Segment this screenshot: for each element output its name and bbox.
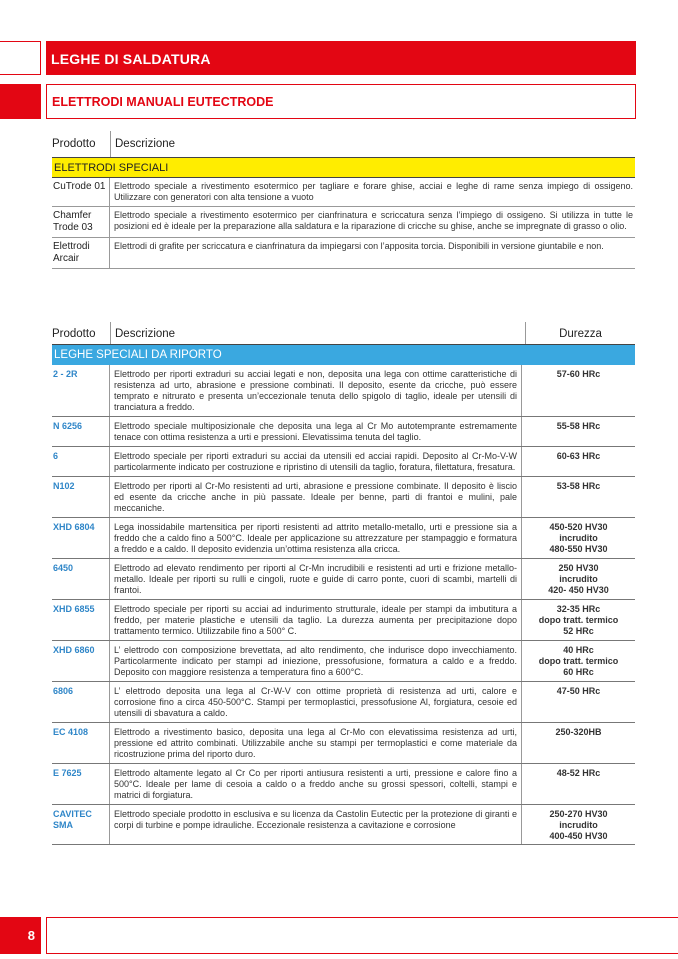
table-header	[52, 131, 635, 157]
table-header	[52, 322, 635, 344]
table-row	[52, 518, 635, 559]
product-description: Elettrodo speciale a rivestimento esotermico per tagliare e forare ghise, acciai e leghe di rame senza impiego di ossigeno. Utilizzare con generatori con alta tensione a vuoto	[114, 181, 633, 202]
section-title: LEGHE DI SALDATURA	[46, 41, 636, 75]
table-row	[52, 178, 635, 207]
product-description: Elettrodo speciale multiposizionale che deposita una lega al Cr Mo autotemprante estremamente tenace con ottima resistenza a urti e pressioni. Elevatissima tenuta del taglio.	[110, 417, 522, 446]
product-description: Elettrodo altamente legato al Cr Co per riporti antiusura resistenti a urti, pressione e calore fino a 500°C. Ideale per lame di cesoia a caldo o a freddo anche su grossi spessori, coltelli, stampi e matrici di forgiatura.	[110, 764, 522, 804]
header-prodotto: Prodotto	[52, 322, 111, 344]
table-row	[52, 805, 635, 845]
header-descrizione: Descrizione	[115, 138, 176, 150]
product-hardness: 48-52 HRc	[556, 768, 601, 778]
table-body	[52, 178, 635, 269]
category-row: ELETTRODI SPECIALI	[52, 157, 635, 178]
product-hardness: 250-320HB	[555, 727, 602, 737]
header-left-frame	[0, 41, 41, 75]
table-row	[52, 723, 635, 764]
product-name: Chamfer Trode 03	[52, 207, 110, 237]
product-hardness: 53-58 HRc	[556, 481, 601, 491]
product-hardness: 57-60 HRc	[556, 369, 601, 379]
table-row	[52, 447, 635, 477]
product-name: N102	[52, 477, 110, 517]
product-name: E 7625	[52, 764, 110, 804]
product-description: Elettrodo speciale per riporti su acciai ad indurimento strutturale, ideale per stampi da imbutitura a freddo, per materie plastiche e utensili da taglio. La durezza aumenta per precipitazione dopo trattamento termico. Utilizzabile fino a 500° C.	[110, 600, 522, 640]
product-hardness: 40 HRc dopo tratt. termico 60 HRc	[538, 645, 619, 677]
product-description: Lega inossidabile martensitica per riporti resistenti ad attrito metallo-metallo, urti e pressione sia a freddo che a caldo fino a 500°C. Ideale per applicazione su attrezzature per stampaggio e formatura a freddo e a caldo. Il deposito evidenzia un’ottima resistenza alla cricca.	[110, 518, 522, 558]
product-description: Elettrodo per riporti al Cr-Mo resistenti ad urti, abrasione e pressione combinate. Il deposito è liscio ed esente da cricche anche in più passate. Ideale per benne, parti di frantoi e mulini, pale meccaniche.	[110, 477, 522, 517]
product-description: L’ elettrodo con composizione brevettata, ad alto rendimento, che indurisce dopo invecchiamento. Particolarmente indicato per stampi ad iniezione, pressofusione, formatura a caldo e a freddo. Deposito con maggiore resistenza a temperatura fino a 600°C.	[110, 641, 522, 681]
subsection-title: ELETTRODI MANUALI EUTECTRODE	[46, 84, 636, 119]
table-row	[52, 641, 635, 682]
product-name: EC 4108	[52, 723, 110, 763]
page-number: 8	[0, 917, 41, 954]
product-name: 6806	[52, 682, 110, 722]
product-name: CAVITEC SMA	[52, 805, 110, 844]
product-hardness: 32-35 HRc dopo tratt. termico 52 HRc	[538, 604, 619, 636]
table-row	[52, 559, 635, 600]
product-description: Elettrodo per riporti extraduri su acciai legati e non, deposita una lega con ottime caratteristiche di resistenza ad urto, abrasione e pressione combinati. Il deposito, esente da cricche, può essere temprato e nitrurato e presenta un’eccezionale tenuta dello spigolo di taglio, ideale per utensili di tranciatura a freddo.	[110, 365, 522, 416]
product-name: Elettrodi Arcair	[52, 238, 110, 268]
product-description: Elettrodo speciale prodotto in esclusiva e su licenza da Castolin Eutectic per la protezione di giranti e corpi di turbine e pompe idrauliche. Eccezionale resistenza a cavitazione e corrosione	[110, 805, 522, 844]
product-description: Elettrodo ad elevato rendimento per riporti al Cr-Mn incrudibili e resistenti ad urti e frizione metallo-metallo. Ideale per riporti su rulli e cingoli, ruote e guide di carro ponte, cuori di scambi, martelli di frantoi.	[110, 559, 522, 599]
product-hardness: 60-63 HRc	[556, 451, 601, 461]
product-name: N 6256	[52, 417, 110, 446]
hardfacing-alloys-table	[52, 322, 635, 845]
footer-frame	[46, 917, 678, 954]
header-descrizione: Descrizione	[111, 322, 526, 344]
special-electrodes-table	[52, 131, 635, 269]
header-prodotto: Prodotto	[52, 131, 111, 157]
product-description: L’ elettrodo deposita una lega al Cr-W-V con ottime proprietà di resistenza ad urti, calore e corrosione fino a circa 450-500°C. Stampi per termoplastici, pressofusione Al, forgiatura, cesoie ed utensili di sbavatura a caldo.	[110, 682, 522, 722]
table-row	[52, 207, 635, 238]
table-row	[52, 238, 635, 269]
table-row	[52, 682, 635, 723]
subheader-left-block	[0, 84, 41, 119]
header-durezza: Durezza	[559, 328, 602, 340]
product-description: Elettrodo a rivestimento basico, deposita una lega al Cr-Mo con elevatissima resistenza ad urti, pressione ed attrito combinati. Utilizzabile anche su stampi per termoplastici e come materiale da ricostruzione prima del riporto duro.	[110, 723, 522, 763]
product-name: 6450	[52, 559, 110, 599]
product-hardness: 47-50 HRc	[556, 686, 601, 696]
table-body	[52, 365, 635, 845]
table-row	[52, 600, 635, 641]
category-row: LEGHE SPECIALI DA RIPORTO	[52, 344, 635, 365]
product-name: CuTrode 01	[52, 178, 110, 206]
table-row	[52, 477, 635, 518]
product-description: Elettrodo speciale per riporti extraduri su acciai da utensili ed acciai rapidi. Deposito al Cr-Mo-V-W particolarmente indicato per costruzione e ripristino di utensili da taglio, foratura, filettatura, fresatura.	[110, 447, 522, 476]
product-name: 6	[52, 447, 110, 476]
product-description: Elettrodi di grafite per scriccatura e cianfrinatura da impiegarsi con l’apposita torcia. Disponibili in versione giuntabile e non.	[114, 241, 604, 251]
product-name: XHD 6855	[52, 600, 110, 640]
table-row	[52, 365, 635, 417]
product-hardness: 250-270 HV30 incrudito 400-450 HV30	[549, 809, 608, 841]
table-row	[52, 764, 635, 805]
product-description: Elettrodo speciale a rivestimento esotermico per cianfrinatura e scriccatura senza l’impiego di ossigeno. Si utilizza in tutte le posizioni ed è ideale per la preparazione alla saldatura e la riparazione di cricche su ghise, anche se impregnate di grasso o olio.	[114, 210, 633, 231]
product-hardness: 55-58 HRc	[556, 421, 601, 431]
product-hardness: 250 HV30 incrudito 420- 450 HV30	[548, 563, 609, 595]
product-name: XHD 6804	[52, 518, 110, 558]
product-name: XHD 6860	[52, 641, 110, 681]
table-row	[52, 417, 635, 447]
product-name: 2 - 2R	[52, 365, 110, 416]
product-hardness: 450-520 HV30 incrudito 480-550 HV30	[549, 522, 608, 554]
